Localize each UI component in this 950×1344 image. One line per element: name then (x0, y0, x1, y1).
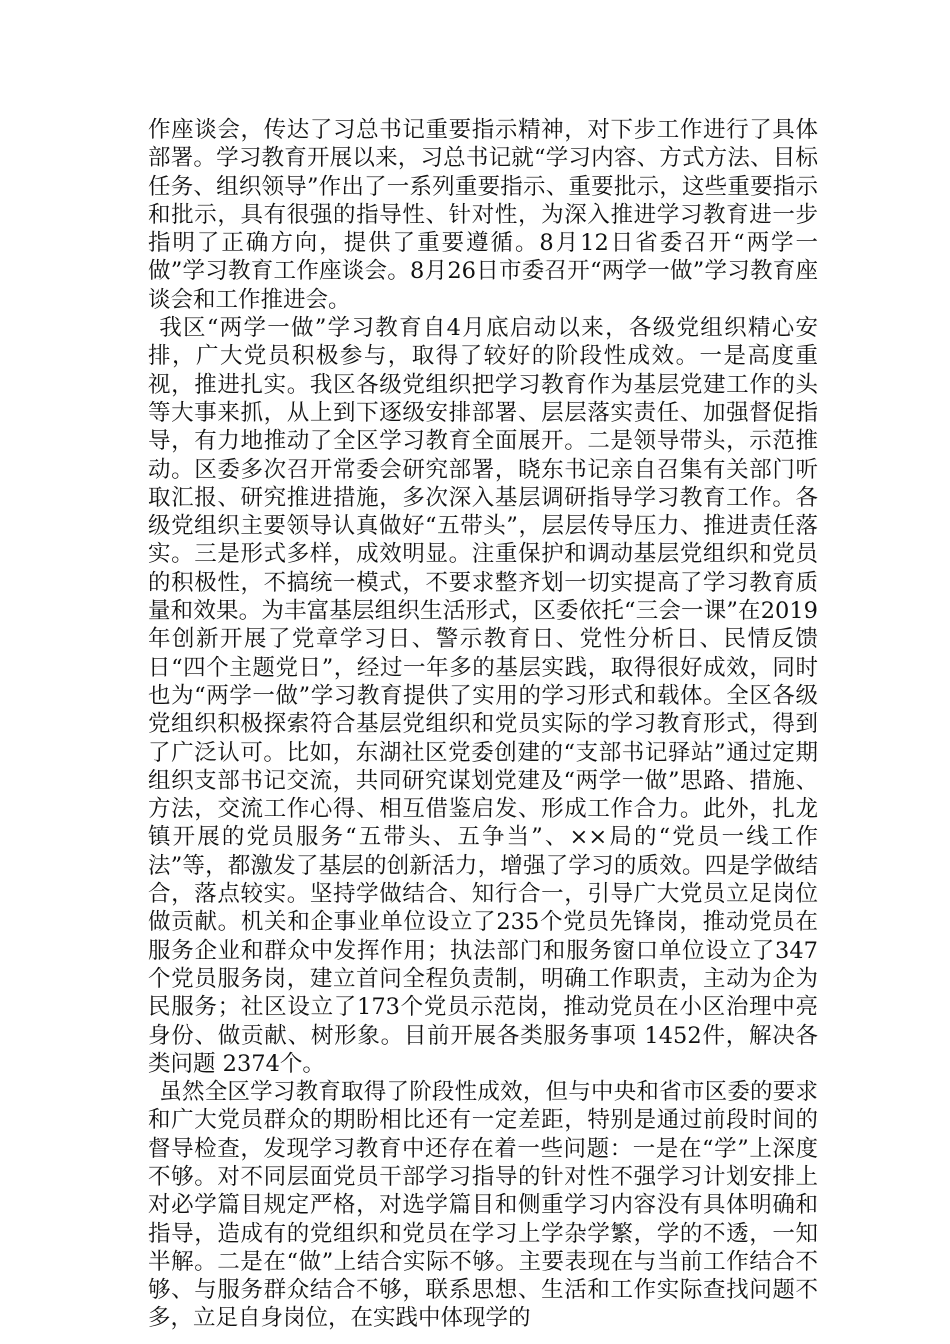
paragraph-3: 虽然全区学习教育取得了阶段性成效，但与中央和省市区委的要求和广大党员群众的期盼相比还有一定差距，特别是通过前段时间的督导检查，发现学习教育中还存在着一些问题：一是在“学”上深度不够。对不同层面党员干部学习指导的针对性不强学习计划安排上对必学篇目规定严格，对选学篇目和侧重学习内容没有具体明确和指导，造成有的党组织和党员在学习上学杂学繁，学的不透，一知半解。二是在“做”上结合实际不够。主要表现在与当前工作结合不够、与服务群众结合不够，联系思想、生活和工作实际查找问题不多，立足自身岗位，在实践中体现学的 (148, 1079, 818, 1332)
document-body (148, 116, 818, 1333)
paragraph-2: 我区“两学一做”学习教育自4月底启动以来，各级党组织精心安排，广大党员积极参与，取得了较好的阶段性成效。一是高度重视，推进扎实。我区各级党组织把学习教育作为基层党建工作的头等大事来抓，从上到下逐级安排部署、层层落实责任、加强督促指导，有力地推动了全区学习教育全面展开。二是领导带头，示范推动。区委多次召开常委会研究部署，晓东书记亲自召集有关部门听取汇报、研究推进措施，多次深入基层调研指导学习教育工作。各级党组织主要领导认真做好“五带头”，层层传导压力、推进责任落实。三是形式多样，成效明显。注重保护和调动基层党组织和党员的积极性，不搞统一模式，不要求整齐划一切实提高了学习教育质量和效果。为丰富基层组织生活形式，区委依托“三会一课”在2019年创新开展了党章学习日、警示教育日、党性分析日、民情反馈日“四个主题党日”，经过一年多的基层实践，取得很好成效，同时也为“两学一做”学习教育提供了实用的学习形式和载体。全区各级党组织积极探索符合基层党组织和党员实际的学习教育形式，得到了广泛认可。比如，东湖社区党委创建的“支部书记驿站”通过定期组织支部书记交流，共同研究谋划党建及“两学一做”思路、措施、方法，交流工作心得、相互借鉴启发、形成工作合力。此外，扎龙镇开展的党员服务“五带头、五争当”、××局的“党员一线工作法”等，都激发了基层的创新活力，增强了学习的质效。四是学做结合，落点较实。坚持学做结合、知行合一，引导广大党员立足岗位做贡献。机关和企事业单位设立了235个党员先锋岗，推动党员在服务企业和群众中发挥作用；执法部门和服务窗口单位设立了347个党员服务岗，建立首问全程负责制，明确工作职责，主动为企为民服务；社区设立了173个党员示范岗，推动党员在小区治理中亮身份、做贡献、树形象。目前开展各类服务事项 1452件，解决各类问题 2374个。 (148, 315, 818, 1077)
paragraph-1: 作座谈会，传达了习总书记重要指示精神，对下步工作进行了具体部署。学习教育开展以来，习总书记就“学习内容、方式方法、目标任务、组织领导”作出了一系列重要指示、重要批示，这些重要指示和批示，具有很强的指导性、针对性，为深入推进学习教育进一步指明了正确方向，提供了重要遵循。8月12日省委召开“两学一做”学习教育工作座谈会。8月26日市委召开“两学一做”学习教育座谈会和工作推进会。 (148, 117, 818, 313)
